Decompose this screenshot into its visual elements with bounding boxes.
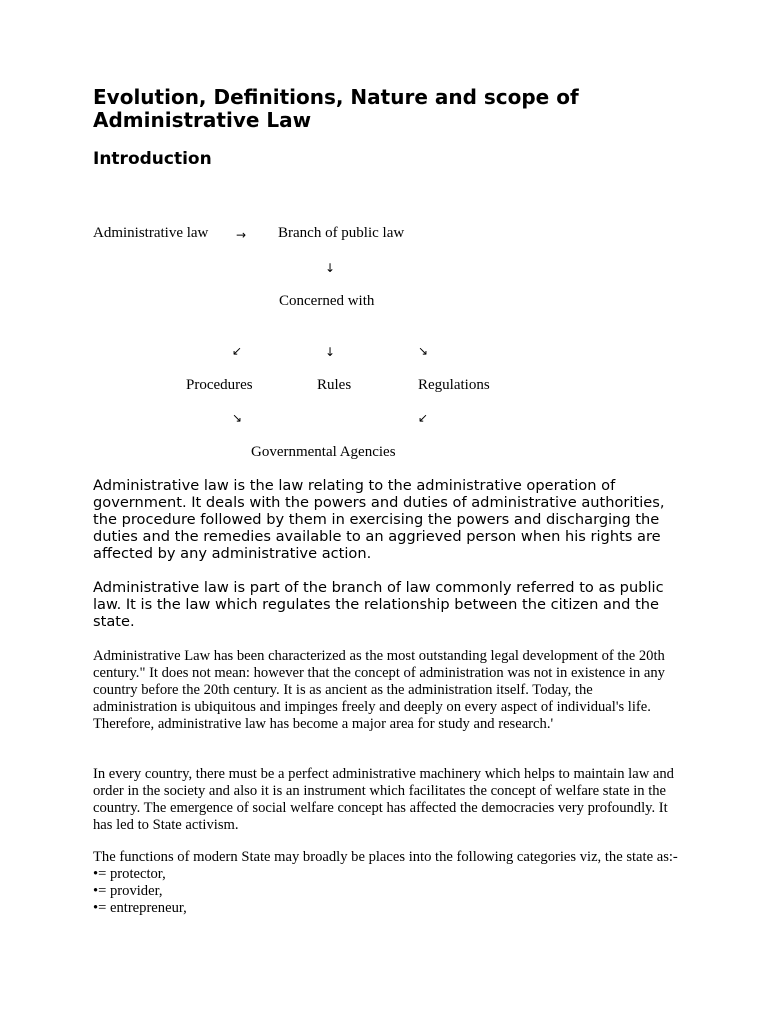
page-title: Evolution, Definitions, Nature and scope of Administrative Law [93, 85, 579, 132]
list-item: •= provider, [93, 883, 163, 899]
diagram-node-rules: Rules [317, 377, 352, 393]
arrow-down-left-icon: ↙ [232, 344, 243, 358]
list-item: •= protector, [93, 866, 166, 882]
arrow-right-icon: → [236, 228, 247, 242]
arrow-down-right-icon: ↘ [232, 411, 243, 425]
arrow-down-icon: ↓ [325, 261, 336, 275]
functions-intro: The functions of modern State may broadly be places into the following categories viz, the state as:- [93, 849, 678, 865]
diagram-node-regulations: Regulations [418, 377, 490, 393]
arrow-down-left-icon: ↙ [418, 411, 429, 425]
diagram-node-branch-of-public-law: Branch of public law [278, 225, 405, 241]
diagram-node-concerned-with: Concerned with [279, 293, 375, 309]
diagram-node-governmental-agencies: Governmental Agencies [251, 444, 396, 460]
paragraph-20th-century: Administrative Law has been characterized as the most outstanding legal development of the 20th century." It does not mean: however that the concept of administration was not in existence in any country before the 20th century. It is as ancient as the administration itself. Today, the administration is ubiquitous and impinges freely and deeply on every aspect of individual's life. Therefore, administrative law has become a major area for study and research.' [93, 648, 665, 732]
paragraph-public-law: Administrative law is part of the branch of law commonly referred to as public law. It is the law which regulates the relationship between the citizen and the state. [93, 579, 664, 630]
arrow-down-right-icon: ↘ [418, 344, 429, 358]
list-item: •= entrepreneur, [93, 900, 187, 916]
arrow-down-icon: ↓ [325, 345, 336, 359]
paragraph-administrative-machinery: In every country, there must be a perfect administrative machinery which helps to maintain law and order in the society and also it is an instrument which facilitates the concept of welfare state in the country. The emergence of social welfare concept has affected the democracies very profoundly. It has led to State activism. [93, 766, 674, 833]
section-heading-introduction: Introduction [93, 149, 212, 169]
paragraph-definition: Administrative law is the law relating to the administrative operation of government. It deals with the powers and duties of administrative authorities, the procedure followed by them in exercising the powers and discharging the duties and the remedies available to an aggrieved person when his rights are affected by any administrative action. [93, 477, 665, 562]
diagram-node-administrative-law: Administrative law [93, 225, 209, 241]
diagram-node-procedures: Procedures [186, 377, 253, 393]
functions-section [93, 849, 678, 917]
